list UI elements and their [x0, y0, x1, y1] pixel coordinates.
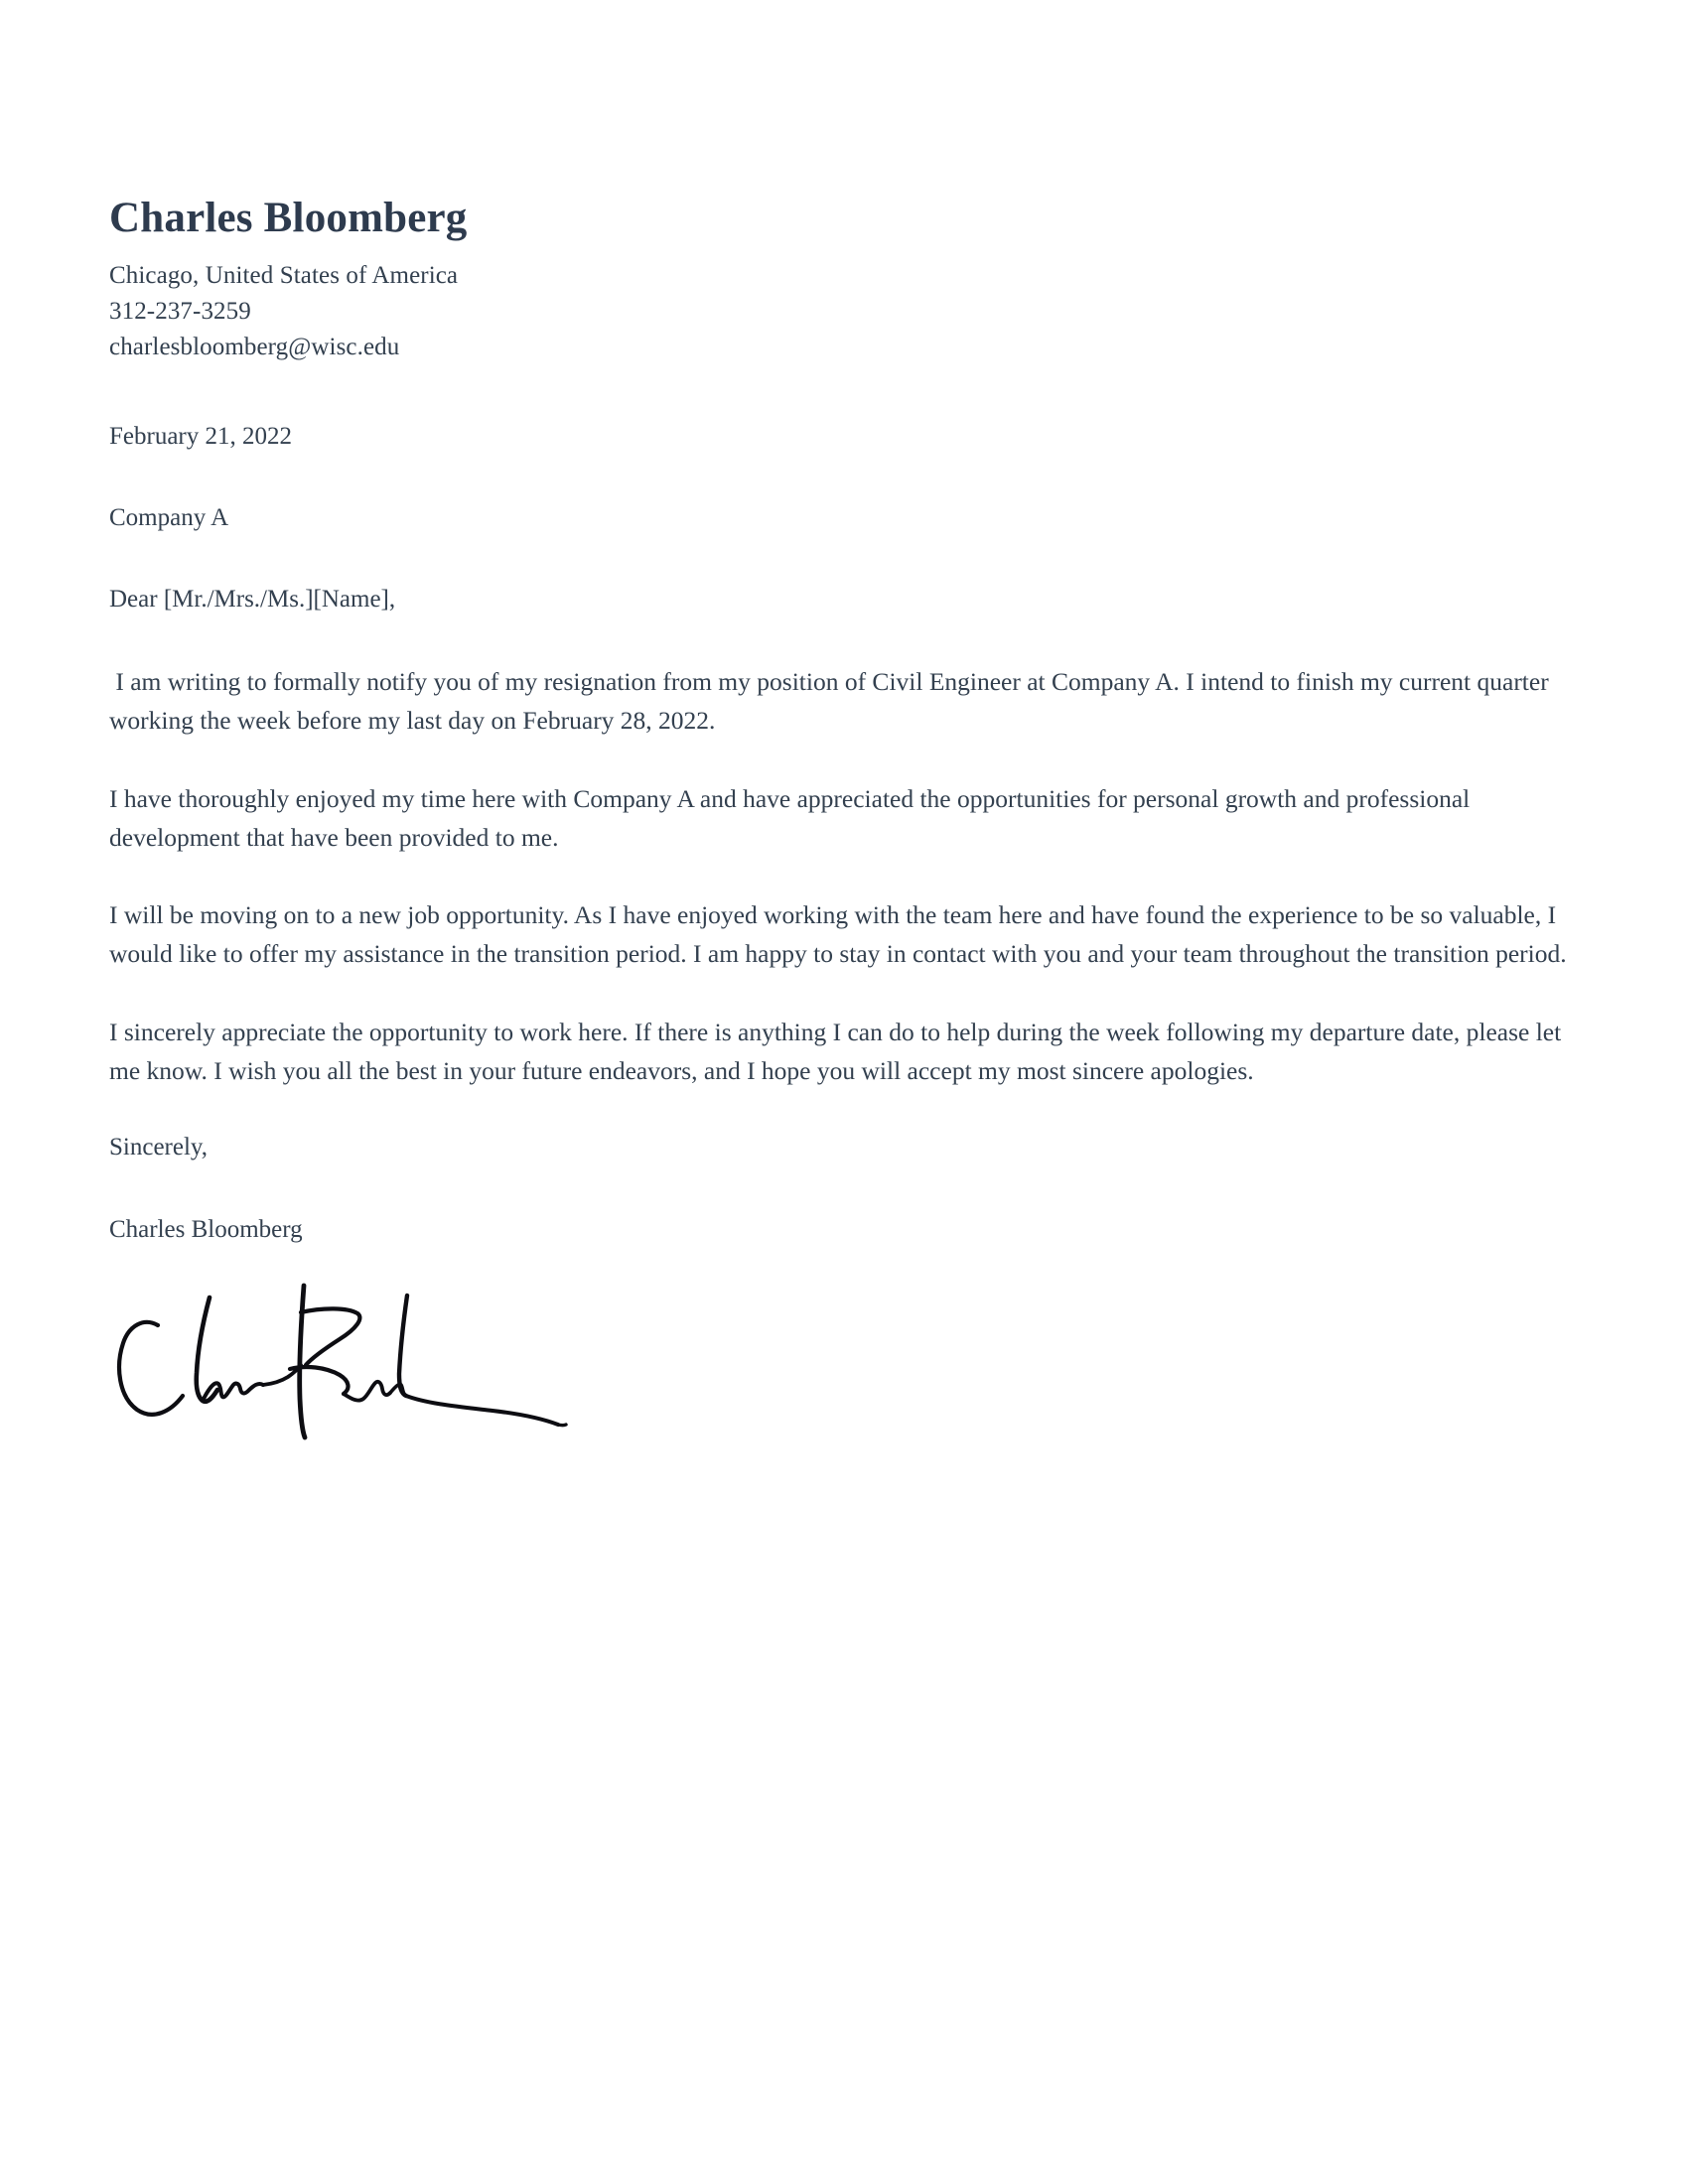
signature-name: Charles Bloomberg: [109, 1215, 303, 1243]
spacer: [109, 536, 1574, 582]
spacer: [109, 1090, 1574, 1130]
signature-block: [109, 1278, 576, 1441]
contact-email: charlesbloomberg@wisc.edu: [109, 333, 400, 360]
spacer: [109, 1166, 1574, 1212]
salutation: Dear [Mr./Mrs./Ms.][Name],: [109, 586, 396, 614]
body-paragraph: I have thoroughly enjoyed my time here with Company A and have appreciated the opportunities for personal growth and professional development that have been provided to me.: [109, 783, 1477, 852]
spacer: [109, 617, 1574, 663]
body-paragraph: I will be moving on to a new job opportunity. As I have enjoyed working with the team here and have found the experience to be so valuable, I would like to offer my assistance in the transition period. I am happy to stay in contact with you and your team throughout the transition period.: [109, 900, 1567, 969]
body-paragraph: I am writing to formally notify you of my resignation from my position of Civil Engineer at Company A. I intend to finish my current quarter working the week before my last day on February 28, 2022.: [109, 667, 1556, 736]
contact-location: Chicago, United States of America: [109, 261, 459, 289]
letter-content: [109, 194, 1574, 1441]
closing-salutation: Sincerely,: [109, 1134, 209, 1161]
letter-date: February 21, 2022: [109, 422, 292, 450]
spacer: [109, 741, 1574, 780]
spacer: [109, 857, 1574, 896]
spacer: [109, 974, 1574, 1014]
page-title: Charles Bloomberg: [109, 195, 468, 241]
recipient-company: Company A: [109, 503, 229, 531]
body-paragraph: I sincerely appreciate the opportunity to work here. If there is anything I can do to help during the week following my departure date, please let me know. I wish you all the best in your future endeavors, and I hope you will accept my most sincere apologies.: [109, 1017, 1568, 1085]
spacer: [109, 365, 1574, 419]
contact-phone: 312-237-3259: [109, 297, 251, 325]
signature-icon: [109, 1278, 576, 1441]
spacer: [109, 455, 1574, 500]
